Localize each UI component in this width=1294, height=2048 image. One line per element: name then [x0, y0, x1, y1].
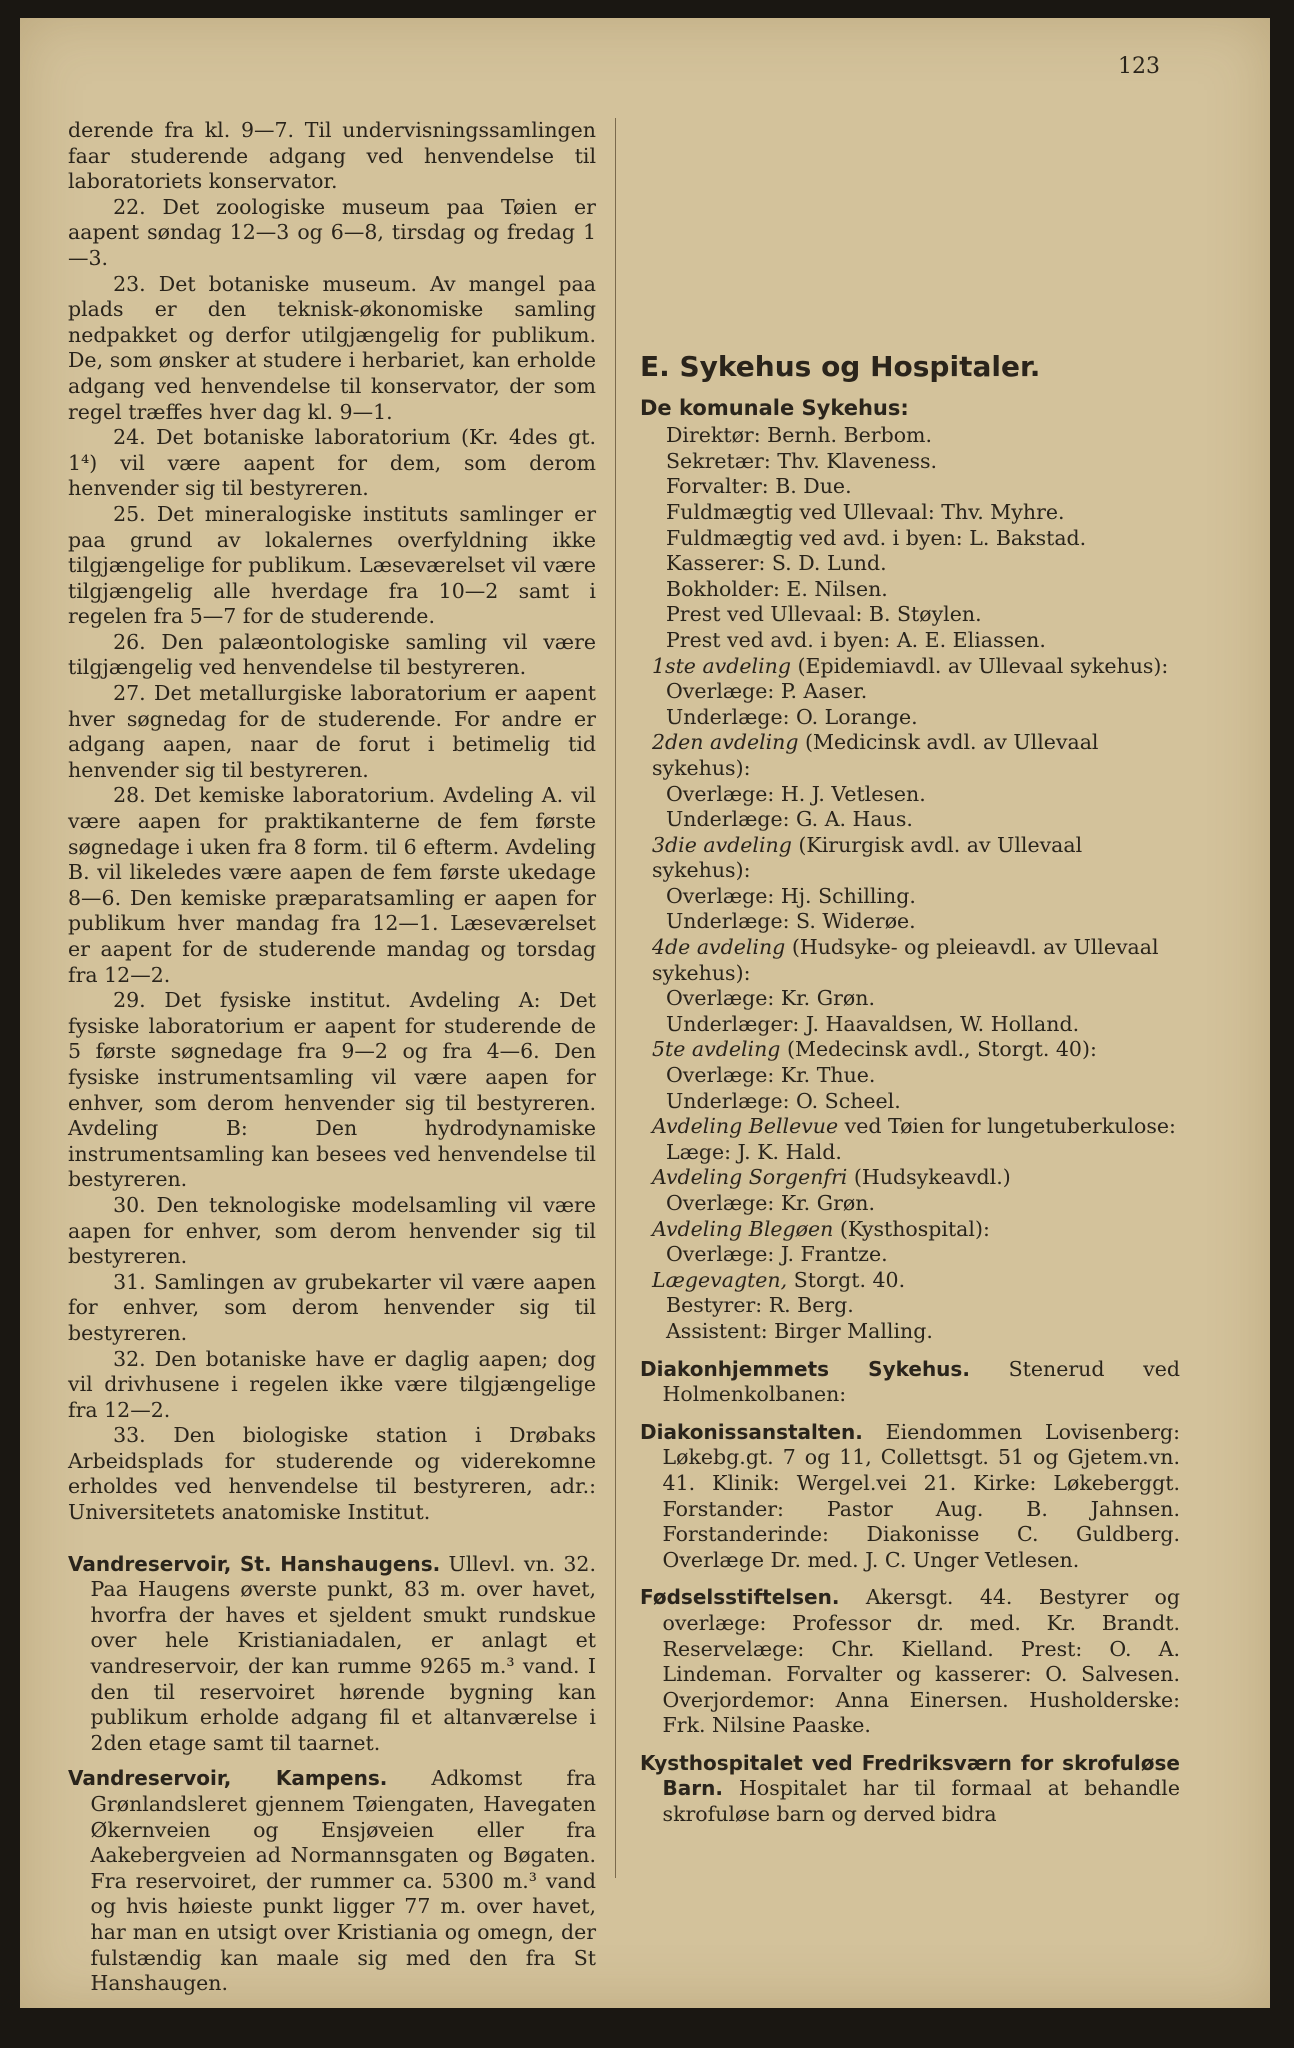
paragraph: 22. Det zoologiske museum paa Tøien er aapent søndag 12—3 og 6—8, tirsdag og fredag 1—3. — [68, 194, 596, 270]
department-staff-line: Bestyrer: R. Berg. — [666, 1293, 854, 1318]
hospital-title: Diakonhjemmets Sykehus. — [640, 1356, 970, 1381]
department-staff-line: Underlæge: S. Widerøe. — [666, 909, 916, 934]
staff-line: Prest ved avd. i byen: A. E. Eliassen. — [666, 627, 1046, 652]
department-entry — [652, 935, 1180, 1037]
department-desc: (Epidemiavdl. av Ullevaal sykehus): — [797, 653, 1169, 678]
paragraph: 28. Det kemiske laboratorium. Avdeling A. vil være aapen for praktikanterne de fem første søgnedage i uken fra 8 form. til 6 efterm. Avdeling B. vil likeledes være aapen de fem første ukedage 8—6. Den kemiske præparatsamling er aapen for publikum hver mandag fra 12—1. Læseværelset er aapent for de studerende mandag og torsdag fra 12—2. — [68, 783, 596, 987]
staff-line: Bokholder: E. Nilsen. — [666, 576, 888, 601]
department-name: Avdeling Sorgenfri — [652, 1165, 848, 1190]
paragraph: 26. Den palæontologiske samling vil være tilgjængelig ved henvendelse til bestyreren. — [68, 629, 596, 680]
hospital-entry — [640, 1585, 1180, 1739]
department-entry — [652, 1268, 1180, 1345]
paragraph: derende fra kl. 9—7. Til undervisningssamlingen faar studerende adgang ved henvendelse til laboratoriets konservator. — [68, 118, 596, 194]
staff-list — [640, 423, 1180, 1344]
department-entry — [652, 1114, 1180, 1165]
department-desc: (Kirurgisk avdl. av Ullevaal sykehus): — [652, 832, 1083, 883]
department-name: 2den avdeling — [652, 730, 799, 755]
paragraph: 30. Den teknologiske modelsamling vil være aapen for enhver, som derom henvender sig til bestyreren. — [68, 1192, 596, 1269]
department-desc: (Kysthospital): — [839, 1216, 990, 1241]
department-desc: (Hudsykeavdl.) — [853, 1165, 1011, 1190]
department-desc: Storgt. 40. — [793, 1267, 906, 1292]
continued-text-spacer — [640, 118, 1180, 318]
hospital-text: Stenerud ved Holmenkolbanen: — [662, 1356, 1180, 1407]
department-entry — [652, 833, 1180, 935]
subsection-heading: De komunale Sykehus: — [640, 395, 909, 420]
department-entry — [652, 730, 1180, 832]
department-staff-line: Underlæge: O. Scheel. — [666, 1088, 901, 1113]
staff-line: Prest ved Ullevaal: B. Støylen. — [666, 602, 982, 627]
department-heading — [652, 1114, 1180, 1140]
hospital-title: Kysthospitalet ved Fredriksværn for skrofuløse Barn. — [640, 1750, 1180, 1801]
department-name: 1ste avdeling — [652, 653, 791, 678]
column-divider — [615, 118, 616, 1878]
department-heading — [652, 833, 1180, 884]
paragraph: 25. Det mineralogiske instituts samlinger er paa grund av lokalernes overfyldning ikke tilgjængelige for publikum. Læseværelset vil være tilgjængelig alle hverdage fra 10—2 samt i regelen fra 5—7 for de studerende. — [68, 501, 596, 629]
hospital-text: Akersgt. 44. Bestyrer og overlæge: Professor dr. med. Kr. Brandt. Reservelæge: Chr. Kielland. Prest: O. A. Lindeman. Forvalter og kasserer: O. Salvesen. Overjordemor: Anna Einersen. Husholderske: Frk. Nilsine Paaske. — [662, 1585, 1180, 1738]
staff-line: Fuldmægtig ved Ullevaal: Thv. Myhre. — [666, 499, 1065, 524]
department-name: Avdeling Bellevue — [652, 1114, 839, 1139]
department-staff-line: Overlæge: Hj. Schilling. — [666, 883, 916, 908]
department-staff-line: Overlæge: Kr. Grøn. — [666, 1191, 875, 1215]
department-name: 4de avdeling — [652, 935, 786, 960]
department-staff-line: Underlæger: J. Haavaldsen, W. Holland. — [666, 1011, 1080, 1036]
department-entry — [652, 1165, 1180, 1216]
reservoir-text: Adkomst fra Grønlandsleret gjennem Tøiengaten, Havegaten Økernveien og Ensjøveien eller fra Aakebergveien ad Normannsgaten og Bøgaten. Fra reservoiret, der rummer ca. 5300 m.³ vand og hvis høieste punkt ligger 77 m. over havet, har man en utsigt over Kristiania og omegn, der fulstændig kan maale sig med den fra St Hanshaugen. — [90, 1766, 596, 1996]
reservoir-title: Vandreservoir, St. Hanshaugens. — [68, 1551, 441, 1576]
paragraph: 33. Den biologiske station i Drøbaks Arbeidsplads for studerende og viderekomne erholdes ved henvendelse til bestyreren, adr.: Universitetets anatomiske Institut. — [68, 1423, 596, 1525]
department-desc: (Medicinsk avdl. av Ullevaal sykehus): — [652, 730, 1099, 780]
department-heading — [652, 1217, 1180, 1243]
department-staff-line: Overlæge: Kr. Thue. — [666, 1063, 876, 1088]
reservoir-text: Ullevl. vn. 32. Paa Haugens øverste punkt, 83 m. over havet, hvorfra der haves et sjeldent smukt rundskue over hele Kristianiadalen, er anlagt et vandreservoir, der kan rumme 9265 m.³ vand. I den til reservoiret hørende bygning kan publikum erholde adgang fil et altanværelse i 2den etage samt til taarnet. — [90, 1551, 596, 1755]
department-staff-line: Underlæge: O. Lorange. — [666, 704, 918, 729]
department-desc: ved Tøien for lungetuberkulose: — [844, 1114, 1176, 1139]
department-heading — [652, 1037, 1180, 1063]
department-staff-line: Overlæge: J. Frantze. — [666, 1242, 888, 1267]
hospital-entry — [640, 1751, 1180, 1828]
department-entry — [652, 654, 1180, 731]
hospital-entry — [640, 1420, 1180, 1574]
department-heading — [652, 730, 1180, 781]
left-column — [68, 118, 596, 1997]
department-name: 3die avdeling — [652, 832, 792, 857]
department-staff-line: Overlæge: P. Aaser. — [666, 679, 868, 704]
department-desc: (Hudsyke- og pleieavdl. av Ullevaal sykehus): — [652, 935, 1159, 985]
paragraph: 32. Den botaniske have er daglig aapen; dog vil drivhusene i regelen ikke være tilgjængelige fra 12—2. — [68, 1346, 596, 1422]
department-name: Lægevagten, — [652, 1267, 788, 1292]
hospital-title: Fødselsstiftelsen. — [640, 1585, 840, 1610]
hospital-title: Diakonissanstalten. — [640, 1419, 863, 1444]
department-entry — [652, 1217, 1180, 1268]
reservoir-entry — [68, 1552, 596, 1757]
department-entry — [652, 1037, 1180, 1114]
department-list — [652, 653, 1180, 1345]
hospital-text: Hospitalet har til formaal at behandle skrofuløse barn og derved bidra — [662, 1776, 1180, 1827]
department-heading — [652, 1165, 1180, 1191]
staff-line: Direktør: Bernh. Berbom. — [666, 423, 932, 448]
department-staff-line: Underlæge: G. A. Haus. — [666, 807, 913, 832]
document-page — [20, 18, 1270, 2008]
department-staff-line: Overlæge: H. J. Vetlesen. — [666, 781, 926, 806]
department-heading — [652, 654, 1180, 680]
reservoir-entry — [68, 1766, 596, 1996]
department-name: Avdeling Blegøen — [652, 1216, 834, 1241]
department-heading — [652, 935, 1180, 986]
hospital-entry — [640, 1357, 1180, 1408]
department-staff-line: Assistent: Birger Malling. — [666, 1318, 933, 1343]
staff-line: Kasserer: S. D. Lund. — [666, 551, 887, 576]
paragraph: 29. Det fysiske institut. Avdeling A: Det fysiske laboratorium er aapent for studerende de 5 første søgnedage fra 9—2 og fra 4—6. Den fysiske instrumentsamling vil være aapen for enhver, som derom henvender sig til bestyreren. Avdeling B: Den hydrodynamiske instrumentsamling kan besees ved henvendelse til bestyreren. — [68, 988, 596, 1192]
hospital-text: Eiendommen Lovisenberg: Løkebg.gt. 7 og 11, Collettsgt. 51 og Gjetem.vn. 41. Klinik: Wergel.vei 21. Kirke: Løkeberggt. Forstander: Pastor Aug. B. Jahnsen. Forstanderinde: Diakonisse C. Guldberg. Overlæge Dr. med. J. C. Unger Vetlesen. — [662, 1419, 1180, 1572]
staff-line: Sekretær: Thv. Klaveness. — [666, 448, 938, 473]
right-column — [640, 118, 1180, 1828]
page-number: 123 — [1118, 54, 1160, 79]
department-desc: (Medecinsk avdl., Storgt. 40): — [786, 1037, 1097, 1062]
department-name: 5te avdeling — [652, 1037, 781, 1062]
staff-line: Forvalter: B. Due. — [666, 474, 852, 499]
paragraph: 23. Det botaniske museum. Av mangel paa plads er den teknisk-økonomiske samling nedpakket og derfor utilgjængelig for publikum. De, som ønsker at studere i herbariet, kan erholde adgang ved henvendelse til konservator, der som regel træffes hver dag kl. 9—1. — [68, 271, 596, 424]
department-heading — [652, 1268, 1180, 1294]
paragraph: 27. Det metallurgiske laboratorium er aapent hver søgnedag for de studerende. For andre er adgang aapen, naar de forut i betimelig tid henvender sig til bestyreren. — [68, 681, 596, 782]
department-staff-line: Overlæge: Kr. Grøn. — [666, 986, 875, 1011]
reservoir-title: Vandreservoir, Kampens. — [68, 1766, 388, 1791]
department-staff-line: Læge: J. K. Hald. — [666, 1139, 842, 1164]
paragraph: 24. Det botaniske laboratorium (Kr. 4des gt. 1⁴) vil være aapent for dem, som derom henvender sig til bestyreren. — [68, 425, 596, 501]
paragraph: 31. Samlingen av grubekarter vil være aapen for enhver, som derom henvender sig til bestyreren. — [68, 1269, 596, 1345]
section-heading: E. Sykehus og Hospitaler. — [640, 350, 1041, 383]
staff-line: Fuldmægtig ved avd. i byen: L. Bakstad. — [666, 525, 1087, 550]
